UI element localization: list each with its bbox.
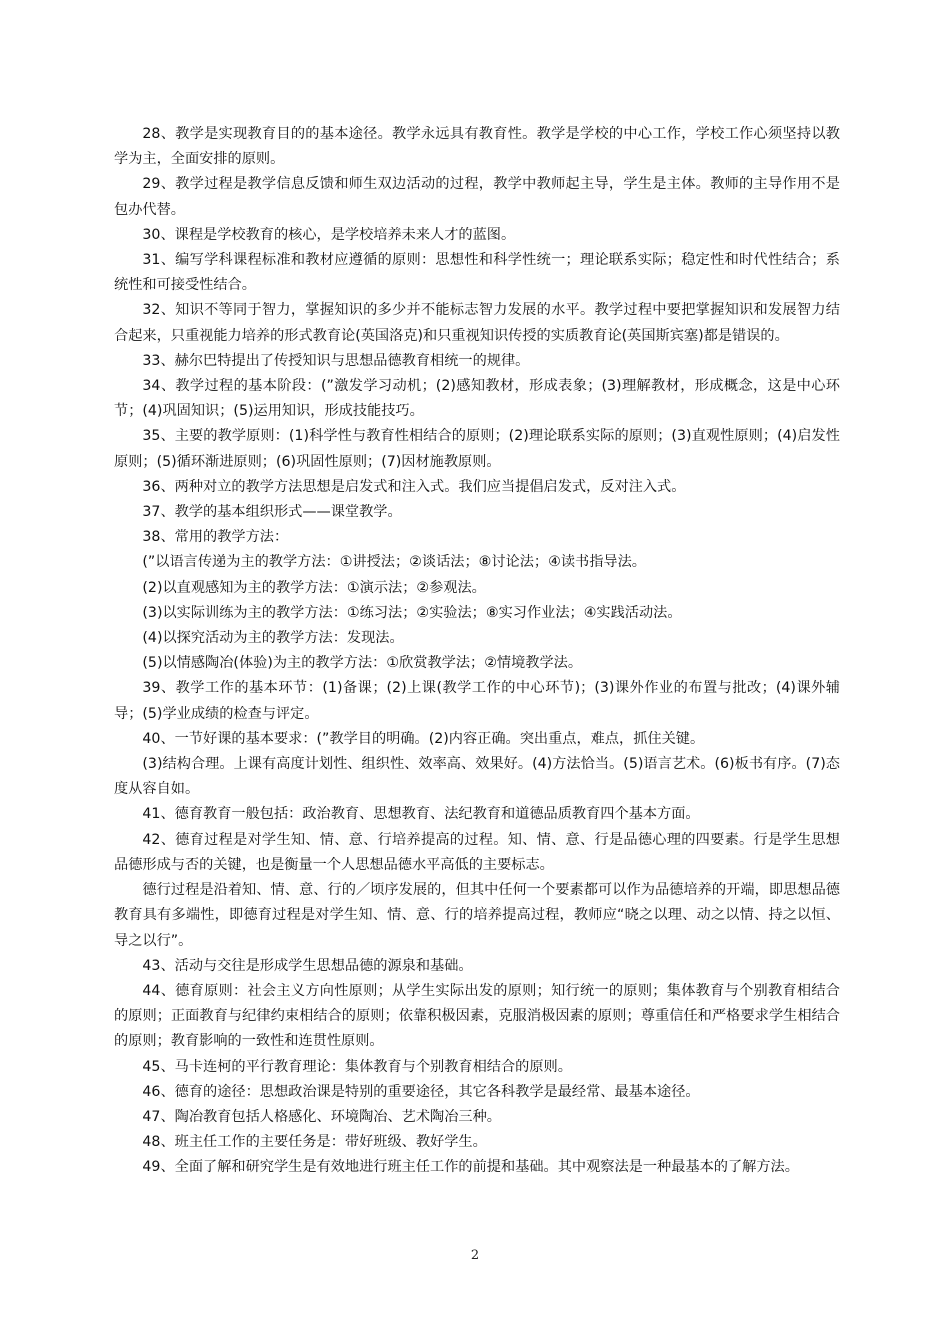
paragraph-38-item-2: (2)以直观感知为主的教学方法：①演示法；②参观法。 (142, 579, 486, 596)
paragraph-45: 45、马卡连柯的平行教育理论：集体教育与个别教育相结合的原则。 (142, 1058, 572, 1075)
paragraph-40-continued: (3)结构合理。上课有高度计划性、组织性、效率高、效果好。(4)方法恰当。(5)语言艺术。(6)板书有序。(7)态度从容自如。 (114, 756, 840, 798)
paragraph-30: 30、课程是学校教育的核心，是学校培养未来人才的蓝图。 (142, 226, 516, 243)
paragraph-42: 42、德育过程是对学生知、情、意、行培养提高的过程。知、情、意、行是品德心理的四要素。行是学生思想品德形成与否的关键，也是衡量一个人思想品德水平高低的主要标志。 (114, 831, 840, 873)
paragraph-33: 33、赫尔巴特提出了传授知识与思想品德教育相统一的规律。 (142, 352, 530, 369)
paragraph-41: 41、德育教育一般包括：政治教育、思想教育、法纪教育和道德品质教育四个基本方面。 (142, 806, 700, 823)
paragraph-38-item-1: (”以语言传递为主的教学方法：①讲授法；②谈话法；⑧讨论法；④读书指导法。 (142, 554, 646, 571)
paragraph-46: 46、德育的途径：思想政治课是特别的重要途径，其它各科教学是最经常、最基本途径。 (142, 1083, 700, 1100)
paragraph-47: 47、陶冶教育包括人格感化、环境陶冶、艺术陶冶三种。 (142, 1108, 501, 1125)
paragraph-36: 36、两种对立的教学方法思想是启发式和注入式。我们应当提倡启发式，反对注入式。 (142, 478, 686, 495)
paragraph-32: 32、知识不等同于智力，掌握知识的多少并不能标志智力发展的水平。教学过程中要把掌握知识和发展智力结合起来，只重视能力培养的形式教育论(英国洛克)和只重视知识传授的实质教育论(英国斯宾塞)都是错误的。 (114, 302, 840, 344)
paragraph-37: 37、教学的基本组织形式——课堂教学。 (142, 504, 402, 521)
page-number: 2 (470, 1248, 480, 1263)
paragraph-38-item-3: (3)以实际训练为主的教学方法：①练习法；②实验法；⑧实习作业法；④实践活动法。 (142, 604, 682, 621)
document-body (114, 122, 840, 1181)
paragraph-48: 48、班主任工作的主要任务是：带好班级、教好学生。 (142, 1134, 487, 1151)
paragraph-39: 39、教学工作的基本环节：(1)备课；(2)上课(教学工作的中心环节)；(3)课外作业的布置与批改；(4)课外辅导；(5)学业成绩的检查与评定。 (114, 680, 840, 722)
paragraph-28: 28、教学是实现教育目的的基本途径。教学永远具有教育性。教学是学校的中心工作，学校工作心须坚持以教学为主，全面安排的原则。 (114, 126, 840, 168)
paragraph-31: 31、编写学科课程标准和教材应遵循的原则：思想性和科学性统一；理论联系实际；稳定性和时代性结合；系统性和可接受性结合。 (114, 252, 840, 294)
paragraph-35: 35、主要的教学原则：(1)科学性与教育性相结合的原则；(2)理论联系实际的原则；(3)直观性原则；(4)启发性原则；(5)循环渐进原则；(6)巩固性原则；(7)因材施教原则。 (114, 428, 840, 470)
paragraph-38-item-4: (4)以探究活动为主的教学方法：发现法。 (142, 630, 404, 647)
paragraph-49: 49、全面了解和研究学生是有效地进行班主任工作的前提和基础。其中观察法是一种最基本的了解方法。 (142, 1159, 799, 1176)
paragraph-44: 44、德育原则：社会主义方向性原则；从学生实际出发的原则；知行统一的原则；集体教育与个别教育相结合的原则；正面教育与纪律约束相结合的原则；依靠积极因素，克服消极因素的原则；尊重信任和严格要求学生相结合的原则；教育影响的一致性和连贯性原则。 (114, 982, 840, 1050)
paragraph-38: 38、常用的教学方法： (142, 529, 289, 546)
paragraph-42-continued: 德行过程是沿着知、情、意、行的／顷序发展的，但其中任何一个要素都可以作为品德培养的开端，即思想品德教育具有多端性，即德育过程是对学生知、情、意、行的培养提高过程，教师应“晓之以理、动之以情、持之以恒、导之以行”。 (114, 882, 840, 949)
paragraph-34: 34、教学过程的基本阶段：(”激发学习动机；(2)感知教材，形成表象；(3)理解教材，形成概念，这是中心环节；(4)巩固知识；(5)运用知识，形成技能技巧。 (114, 378, 840, 420)
paragraph-40: 40、一节好课的基本要求：(”教学目的明确。(2)内容正确。突出重点，难点，抓住关键。 (142, 730, 705, 747)
paragraph-29: 29、教学过程是教学信息反馈和师生双边活动的过程，教学中教师起主导，学生是主体。教师的主导作用不是包办代替。 (114, 176, 840, 218)
paragraph-38-item-5: (5)以情感陶冶(体验)为主的教学方法：①欣赏教学法；②情境教学法。 (142, 655, 583, 672)
paragraph-43: 43、活动与交往是形成学生思想品德的源泉和基础。 (142, 957, 473, 974)
